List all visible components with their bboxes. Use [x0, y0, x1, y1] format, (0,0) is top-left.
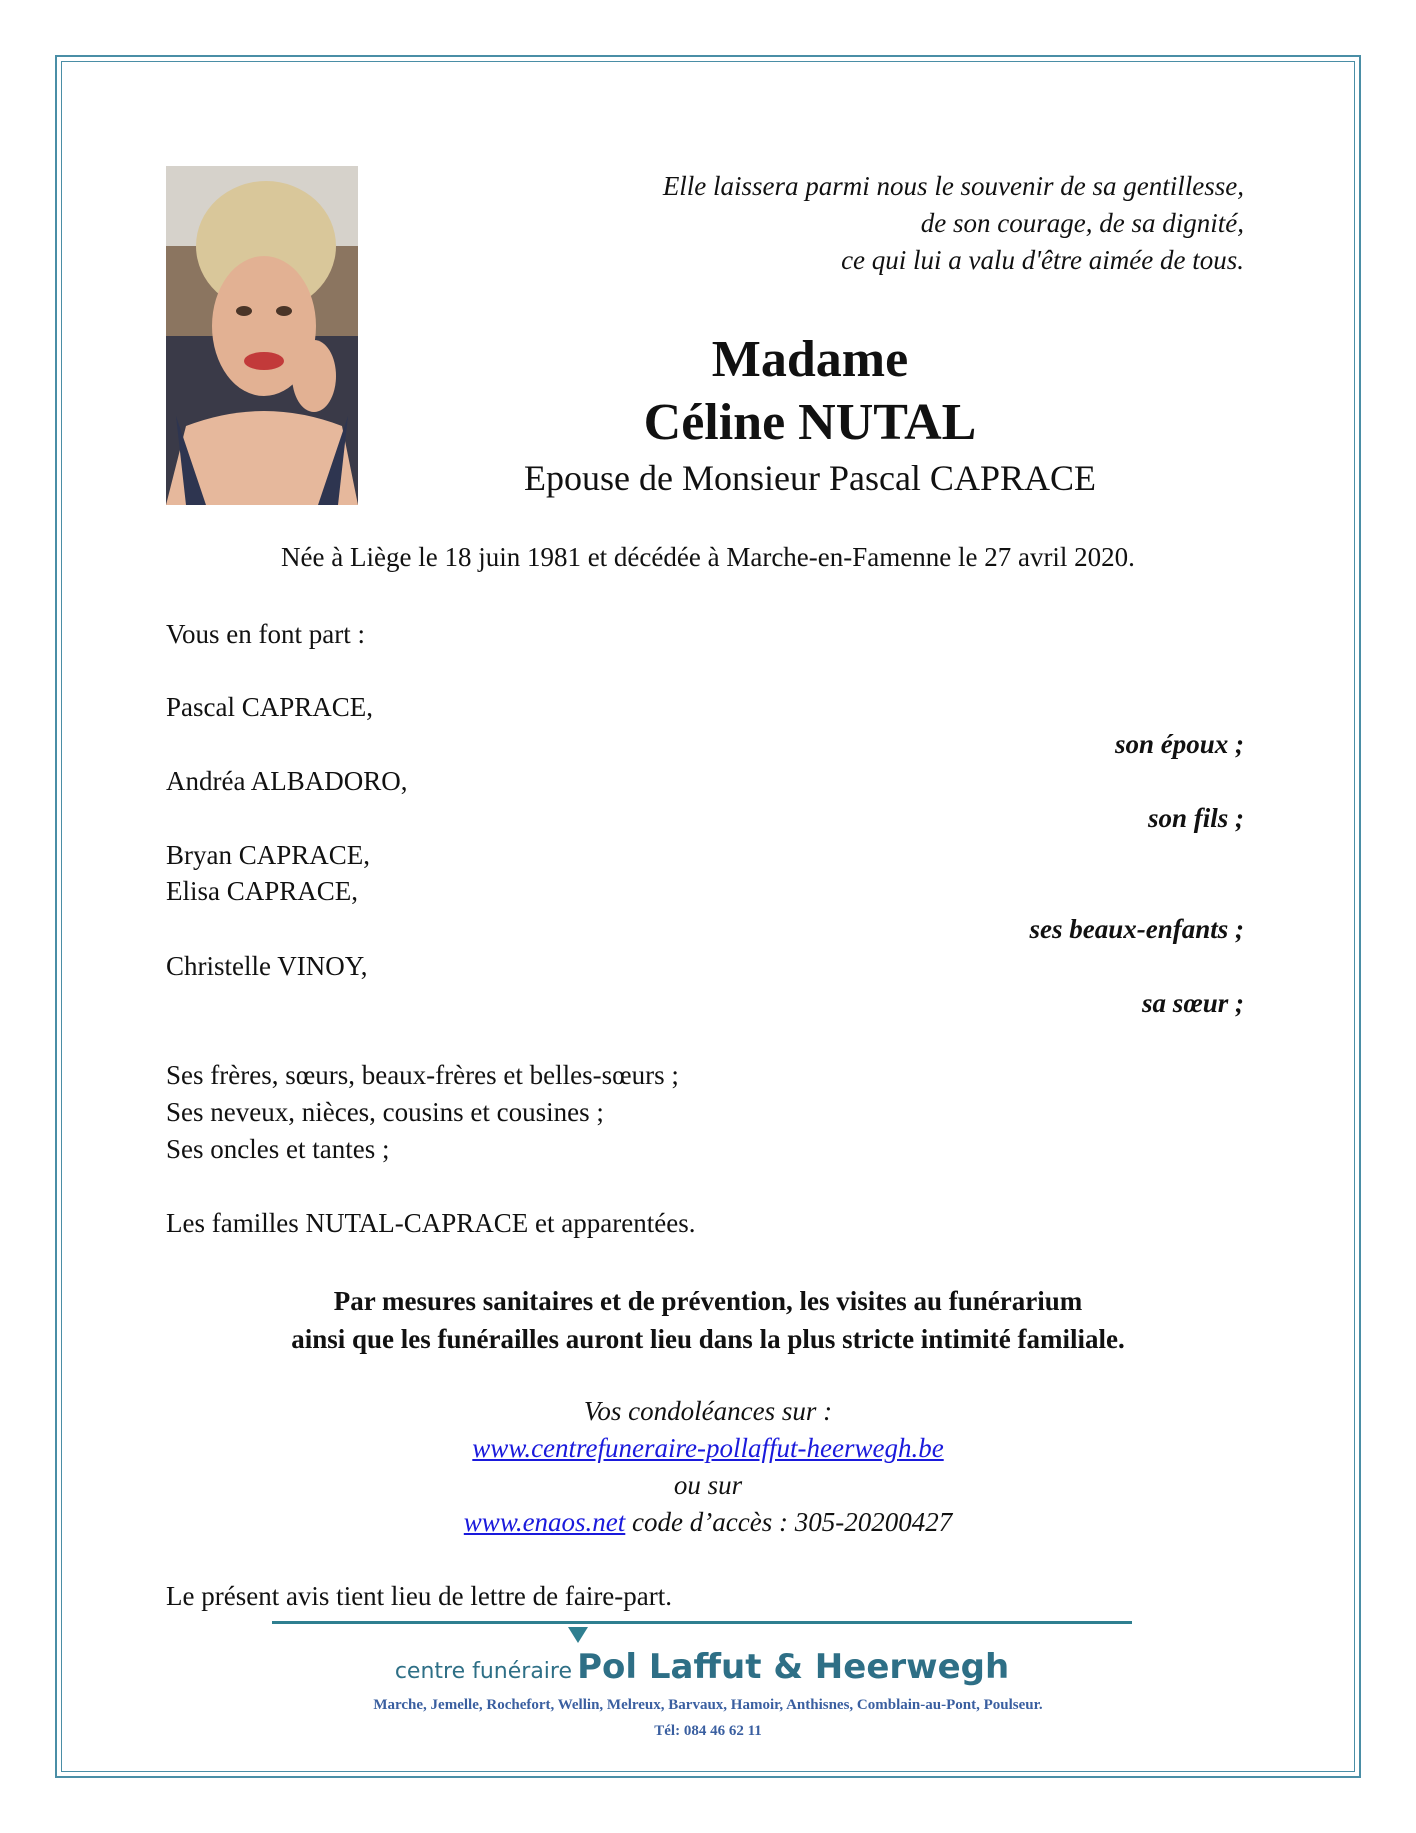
family-relation: ses beaux-enfants ;: [1029, 914, 1244, 944]
notice-line: ainsi que les funérailles auront lieu dans la plus stricte intimité familiale.: [291, 1324, 1125, 1354]
notice-line: Par mesures sanitaires et de prévention, les visites au funérarium: [333, 1286, 1083, 1316]
funeral-center-logo: [272, 1647, 1132, 1687]
sanitary-notice: [166, 1282, 1250, 1358]
family-member-name: Andréa ALBADORO,: [166, 766, 408, 796]
spouse-line: Epouse de Monsieur Pascal CAPRACE: [524, 458, 1096, 498]
funeral-center-link[interactable]: www.centrefuneraire-pollaffut-heerwegh.be: [472, 1433, 944, 1463]
quote-line: ce qui lui a valu d'être aimée de tous.: [841, 245, 1244, 275]
family-relation: sa sœur ;: [1141, 988, 1244, 1018]
extended-family-line: Ses neveux, nièces, cousins et cousines ;: [166, 1097, 604, 1127]
brand-name: Pol Laffut & Heerwegh: [577, 1647, 1010, 1687]
memorial-quote: [484, 168, 1244, 279]
brand-prefix: centre funéraire: [394, 1659, 573, 1684]
closing-line: Le présent avis tient lieu de lettre de faire-part.: [166, 1581, 673, 1611]
access-code: code d’accès : 305-20200427: [625, 1507, 953, 1537]
salutation: Madame: [711, 331, 909, 388]
footer-phone: Tél: 084 46 62 11: [654, 1723, 762, 1739]
enaos-link[interactable]: www.enaos.net: [463, 1507, 626, 1537]
family-relation: son fils ;: [1147, 803, 1244, 833]
extended-family-line: Ses frères, sœurs, beaux-frères et belles-sœurs ;: [166, 1060, 679, 1090]
family-relation: son époux ;: [1114, 729, 1244, 759]
family-member-name: Elisa CAPRACE,: [166, 876, 359, 906]
logo-triangle-icon: [568, 1627, 588, 1643]
portrait-photo: [166, 166, 358, 505]
quote-line: Elle laissera parmi nous le souvenir de sa gentillesse,: [662, 171, 1244, 201]
deceased-name: Céline NUTAL: [643, 394, 977, 451]
birth-death-line: Née à Liège le 18 juin 1981 et décédée à Marche-en-Famenne le 27 avril 2020.: [281, 542, 1135, 572]
footer-towns: Marche, Jemelle, Rochefort, Wellin, Melreux, Barvaux, Hamoir, Anthisnes, Comblain-au-Pont, Poulseur.: [373, 1697, 1043, 1713]
family-member-name: Pascal CAPRACE,: [166, 692, 374, 722]
condolences-or: ou sur: [673, 1470, 743, 1500]
footer-divider: [272, 1621, 1132, 1624]
family-member-name: Bryan CAPRACE,: [166, 840, 371, 870]
quote-line: de son courage, de sa dignité,: [920, 208, 1244, 238]
family-member-name: Christelle VINOY,: [166, 951, 368, 981]
extended-family-line: Ses oncles et tantes ;: [166, 1134, 390, 1164]
condolences-intro: Vos condoléances sur :: [583, 1396, 833, 1426]
announcement-intro: Vous en font part :: [166, 619, 365, 649]
families-line: Les familles NUTAL-CAPRACE et apparentées.: [166, 1208, 696, 1238]
condolences-block: [166, 1393, 1250, 1541]
